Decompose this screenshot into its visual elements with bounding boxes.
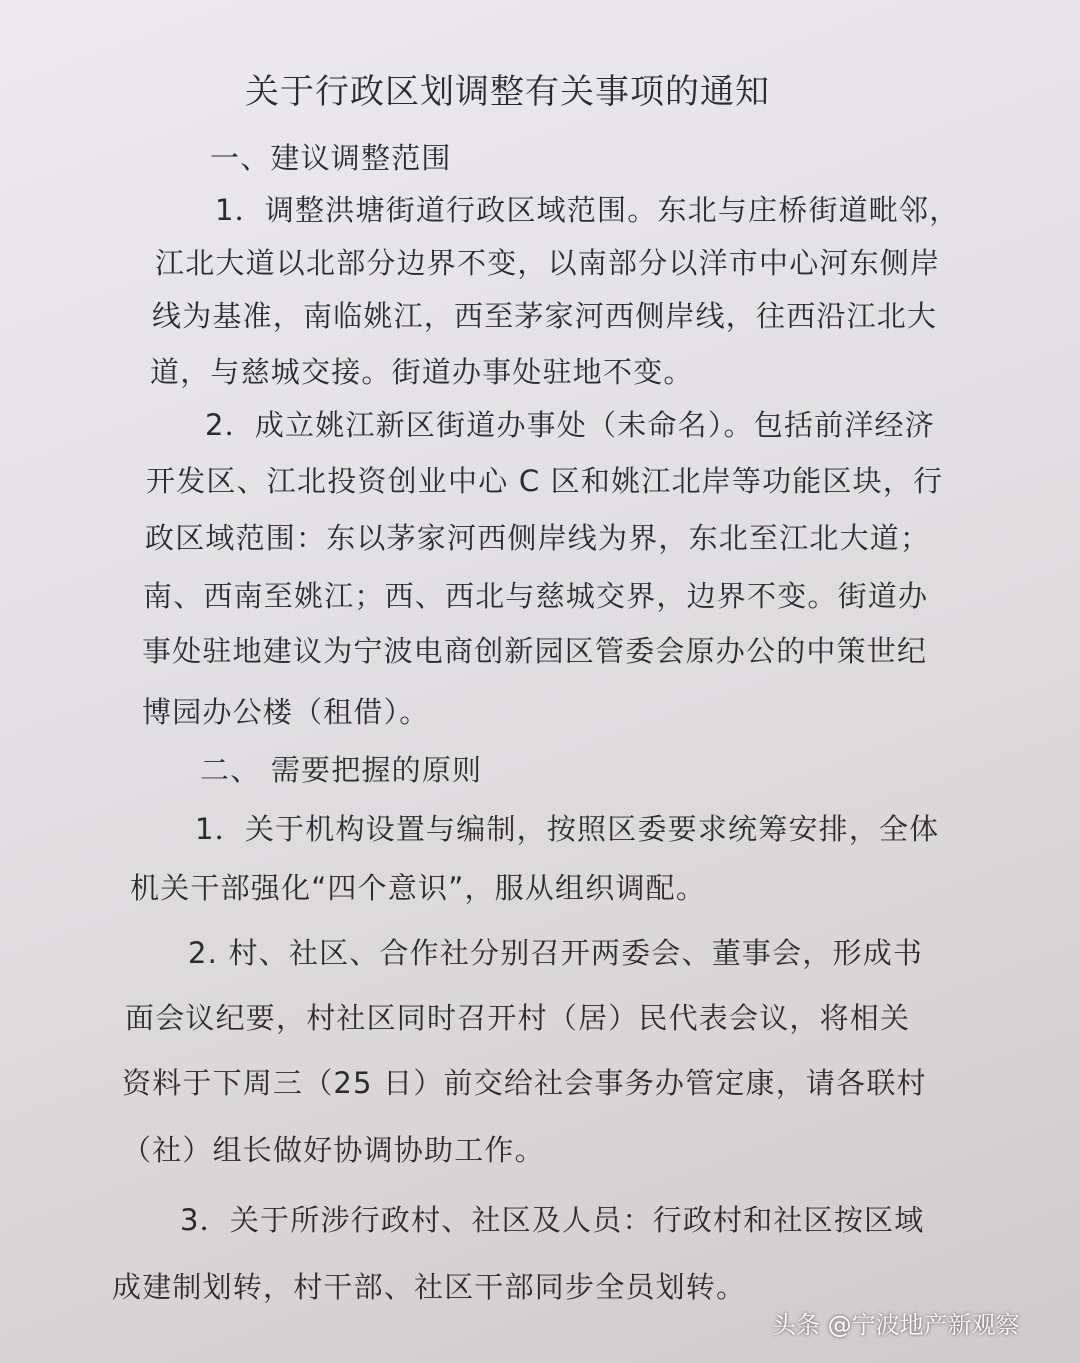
paragraph-line: 面会议纪要，村社区同时召开村（居）民代表会议，将相关: [125, 1001, 911, 1035]
paragraph-line: 道，与慈城交接。街道办事处驻地不变。: [150, 355, 694, 389]
watermark: 头条 @宁波地产新观察: [772, 1311, 1020, 1339]
paragraph-line: 机关干部强化“四个意识”，服从组织调配。: [130, 871, 707, 905]
section-heading-2: 二、 需要把握的原则: [200, 753, 483, 787]
paragraph-line: 3．关于所涉行政村、社区及人员：行政村和社区按区域: [180, 1203, 925, 1237]
paragraph-line: （社）组长做好协调协助工作。: [122, 1133, 545, 1167]
paragraph-line: 成建制划转，村干部、社区干部同步全员划转。: [112, 1270, 747, 1304]
paragraph-line: 1．关于机构设置与编制，按照区委要求统筹安排，全体: [195, 812, 940, 846]
paragraph-line: 资料于下周三（25 日）前交给社会事务办管定康，请各联村: [122, 1066, 927, 1100]
paragraph-line: 政区域范围：东以茅家河西侧岸线为界，东北至江北大道；: [145, 521, 931, 555]
paragraph-line: 江北大道以北部分边界不变，以南部分以洋市中心河东侧岸: [155, 246, 941, 280]
section-heading-1: 一、建议调整范围: [210, 141, 452, 175]
paragraph-line: 线为基准，南临姚江，西至茅家河西侧岸线，往西沿江北大: [152, 299, 938, 333]
paragraph-line: 事处驻地建议为宁波电商创新园区管委会原办公的中策世纪: [142, 634, 928, 668]
paragraph-line: 2. 村、社区、合作社分别召开两委会、董事会，形成书: [188, 936, 924, 970]
paragraph-line: 1．调整洪塘街道行政区域范围。东北与庄桥街道毗邻，: [215, 193, 960, 227]
paragraph-line: 南、西南至姚江；西、西北与慈城交界，边界不变。街道办: [143, 579, 929, 613]
document-title: 关于行政区划调整有关事项的通知: [245, 72, 770, 112]
paragraph-line: 2．成立姚江新区街道办事处（未命名）。包括前洋经济: [205, 408, 935, 442]
paragraph-line: 开发区、江北投资创业中心 C 区和姚江北岸等功能区块，行: [146, 464, 944, 498]
paragraph-line: 博园办公楼（租借）。: [142, 695, 430, 729]
